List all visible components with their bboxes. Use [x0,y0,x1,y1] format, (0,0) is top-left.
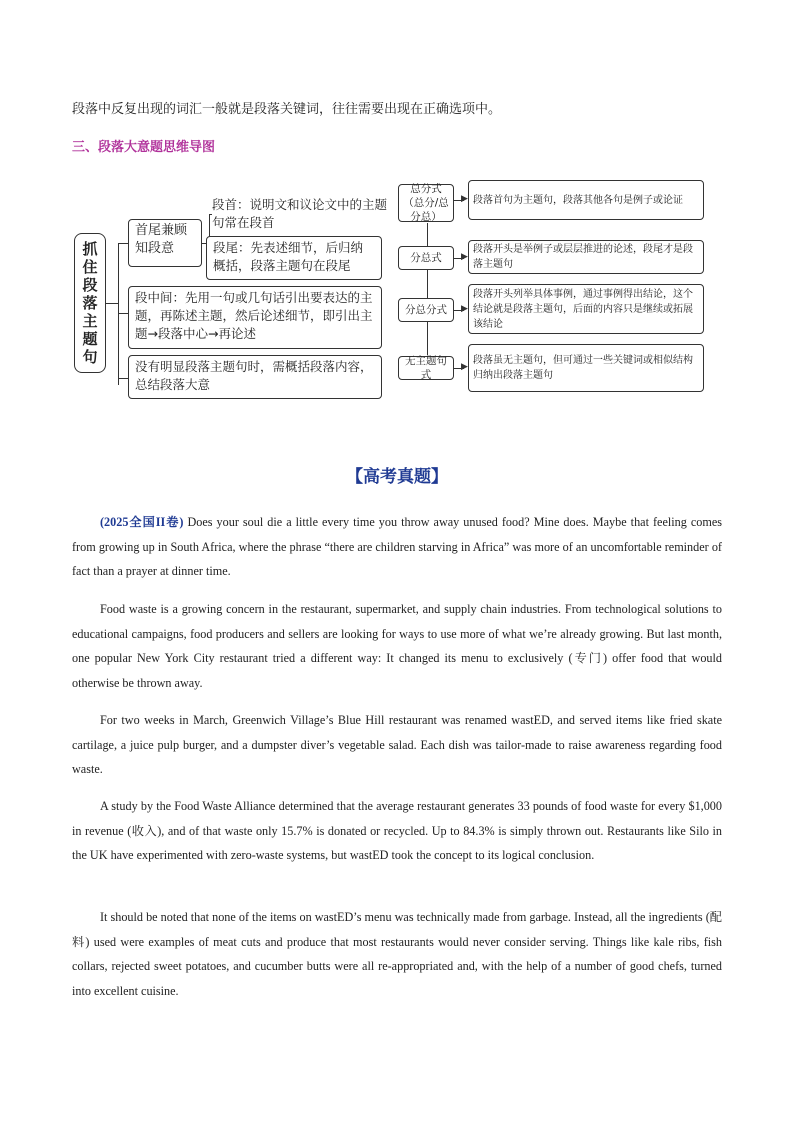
connector [106,303,118,304]
passage-p3-text: For two weeks in March, Greenwich Village’s Blue Hill restaurant was renamed wastED, and served items like fried skate cartilage, a juice pulp burger, and a dumpster diver’s vegetable salad. Each dish was tailor-made to raise awareness regarding food waste. [72,713,722,776]
type-desc-2 [468,284,704,334]
exam-title: 【高考真题】 [346,467,448,487]
type-desc-1 [468,240,704,274]
passage-source: (2025全国II卷) [100,515,184,529]
mindmap-root-label: 抓住段落主题句 [82,240,98,366]
type-desc-3 [468,344,704,392]
mindmap-first-last-text: 首尾兼顾知段意 [135,223,188,256]
mindmap-no-topic [128,355,382,399]
mindmap-no-topic-text: 没有明显段落主题句时，需概括段落内容，总结段落大意 [135,359,373,392]
connector [118,313,128,314]
passage-paragraph-5 [72,905,722,1003]
passage-p2-text: Food waste is a growing concern in the restaurant, supermarket, and supply chain industries. From technological solutions to educational campaigns, food producers and sellers are looking for ways to use more of what we’re already growing. But last month, one popular New York City restaurant tried a different way: It changed its menu to exclusively (专门) offer food that would otherwise be thrown away. [72,602,722,690]
connector [427,223,428,355]
mindmap-duan-wei [206,236,382,280]
type-desc-0 [468,180,704,220]
type-desc-3-text: 段落虽无主题句，但可通过一些关键词或相似结构归纳出段落主题句 [473,355,693,381]
type-desc-1-text: 段落开头是举例子或层层推进的论述，段尾才是段落主题句 [473,244,693,270]
passage-p4-text: A study by the Food Waste Alliance determined that the average restaurant generates 33 pounds of food waste for every $1,000 in revenue (收入), and of that waste only 15.7% is donated or recycled. Up to 84.3% is simply thrown out. Restaurants like Silo in the UK have experimented with zero-waste systems, but wastED took the concept to its logical conclusion. [72,799,722,862]
passage-p1-text: Does your soul die a little every time you throw away unused food? Mine does. Maybe that feeling comes from growing up in South Africa, where the phrase “there are children starving in Africa” was more of an uncomfortable reminder of fact than a prayer at dinner time. [72,515,722,578]
mindmap-duan-shou: 段首：说明文和议论文中的主题句常在段首 [212,197,388,230]
mindmap-duan-wei-text: 段尾：先表述细节，后归纳概括，段落主题句在段尾 [213,240,364,273]
mindmap-middle-tail: →段落中心→再论述 [147,326,256,341]
arrow-head-icon: ▶ [461,194,468,204]
arrow-head-icon: ▶ [461,362,468,372]
type-label-0: 总分式（总分/总分总） [398,184,454,222]
passage-paragraph-1 [72,510,722,584]
type-label-2: 分总分式 [398,298,454,322]
mindmap-middle [128,286,382,349]
arrow-head-icon: ▶ [461,304,468,314]
connector [118,243,128,244]
mindmap-root [74,233,106,373]
passage-paragraph-4 [72,794,722,868]
mindmap-first-last [128,219,202,267]
passage-paragraph-3 [72,708,722,782]
connector [118,243,119,385]
section-heading: 三、段落大意题思维导图 [72,140,216,155]
arrow-head-icon: ▶ [461,252,468,262]
type-label-3: 无主题句式 [398,356,454,380]
passage-p5-text: It should be noted that none of the items on wastED’s menu was technically made from garbage. Instead, all the ingredients (配料) used were examples of meat cuts and produce that most restaurants would never consider serving. Things like kale ribs, fish collars, rejected sweet potatoes, and cucumber butts were all re-appropriated and, with the help of a number of good chefs, turned into excellent cuisine. [72,910,722,998]
connector [118,378,128,379]
mindmap-middle-text: 段中间：先用一句或几句话引出要表达的主题，再陈述主题，然后论述细节，即引出主题 [135,290,373,341]
type-desc-0-text: 段落首句为主题句，段落其他各句是例子或论证 [473,194,683,206]
passage-paragraph-2 [72,597,722,695]
intro-line: 段落中反复出现的词汇一般就是段落关键词，往往需要出现在正确选项中。 [72,102,502,117]
type-desc-2-text: 段落开头列举具体事例，通过事例得出结论，这个结论就是段落主题句，后面的内容只是继续或拓展该结论 [473,288,693,330]
type-label-1: 分总式 [398,246,454,270]
